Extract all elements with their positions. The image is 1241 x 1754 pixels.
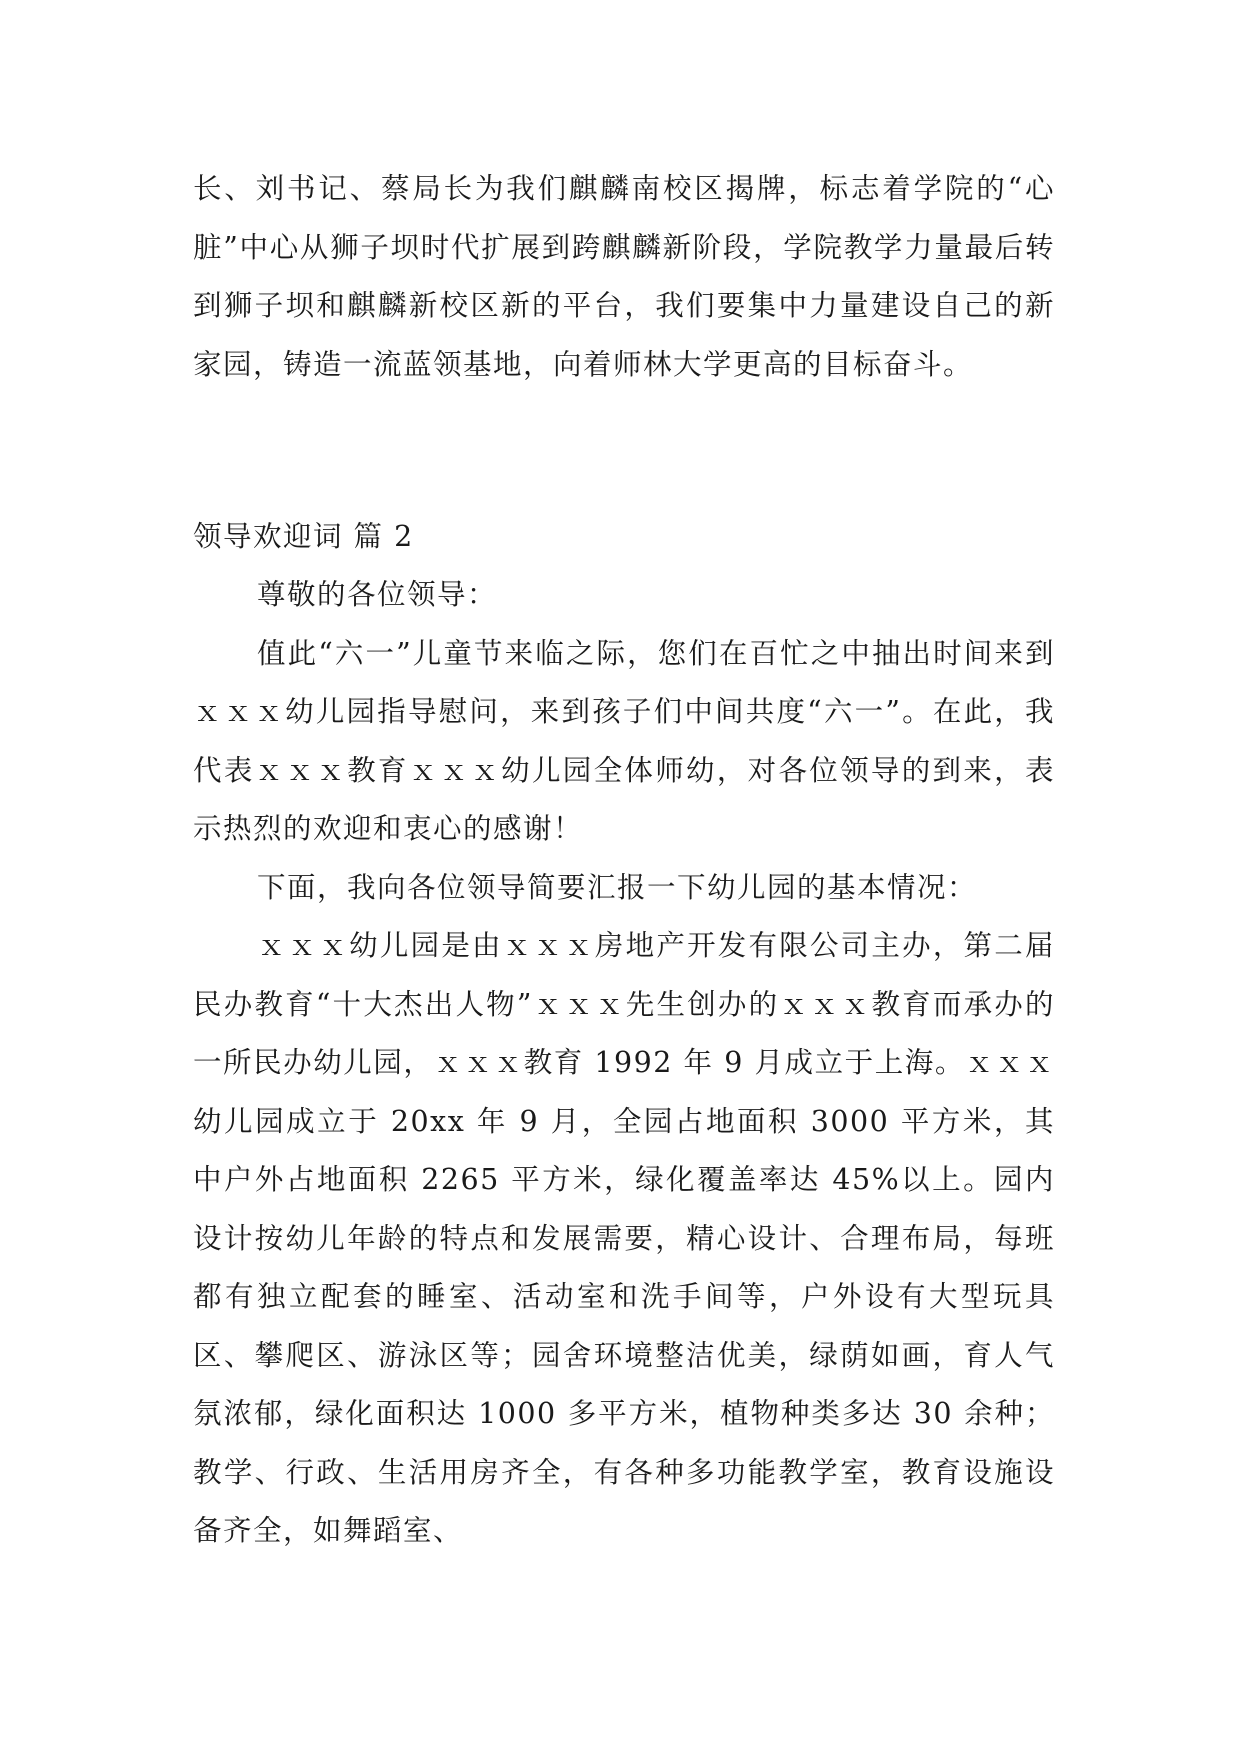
body-text [193,566,1055,1561]
welcome-paragraph: 值此“六一”儿童节来临之际，您们在百忙之中抽出时间来到ｘｘｘ幼儿园指导慰问，来到孩子们中间共度“六一”。在此，我代表ｘｘｘ教育ｘｘｘ幼儿园全体师幼，对各位领导的到来，表示热烈的欢迎和衷心的感谢！ [193,636,1055,845]
section-heading: 领导欢迎词 篇 2 [193,520,414,553]
salutation-paragraph: 尊敬的各位领导： [257,578,498,611]
continuation-paragraph: 长、刘书记、蔡局长为我们麒麟南校区揭牌，标志着学院的“心脏”中心从狮子坝时代扩展到跨麒麟新阶段，学院教学力量最后转到狮子坝和麒麟新校区新的平台，我们要集中力量建设自己的新家园，铸造一流蓝领基地，向着师林大学更高的目标奋斗。 [193,172,1055,381]
kindergarten-description-paragraph: ｘｘｘ幼儿园是由ｘｘｘ房地产开发有限公司主办，第二届民办教育“十大杰出人物”ｘｘｘ先生创办的ｘｘｘ教育而承办的一所民办幼儿园，ｘｘｘ教育 1992 年 9 月成立于上海。ｘｘｘ幼儿园成立于 20xx 年 9 月，全园占地面积 3000 平方米，其中户外占地面积 2265 平方米，绿化覆盖率达 45%以上。园内设计按幼儿年龄的特点和发展需要，精心设计、合理布局，每班都有独立配套的睡室、活动室和洗手间等，户外设有大型玩具区、攀爬区、游泳区等；园舍环境整洁优美，绿荫如画，育人气氛浓郁，绿化面积达 1000 多平方米，植物种类多达 30 余种；教学、行政、生活用房齐全，有各种多功能教学室，教育设施设备齐全，如舞蹈室、 [193,929,1055,1547]
report-intro-paragraph: 下面，我向各位领导简要汇报一下幼儿园的基本情况： [257,870,978,904]
